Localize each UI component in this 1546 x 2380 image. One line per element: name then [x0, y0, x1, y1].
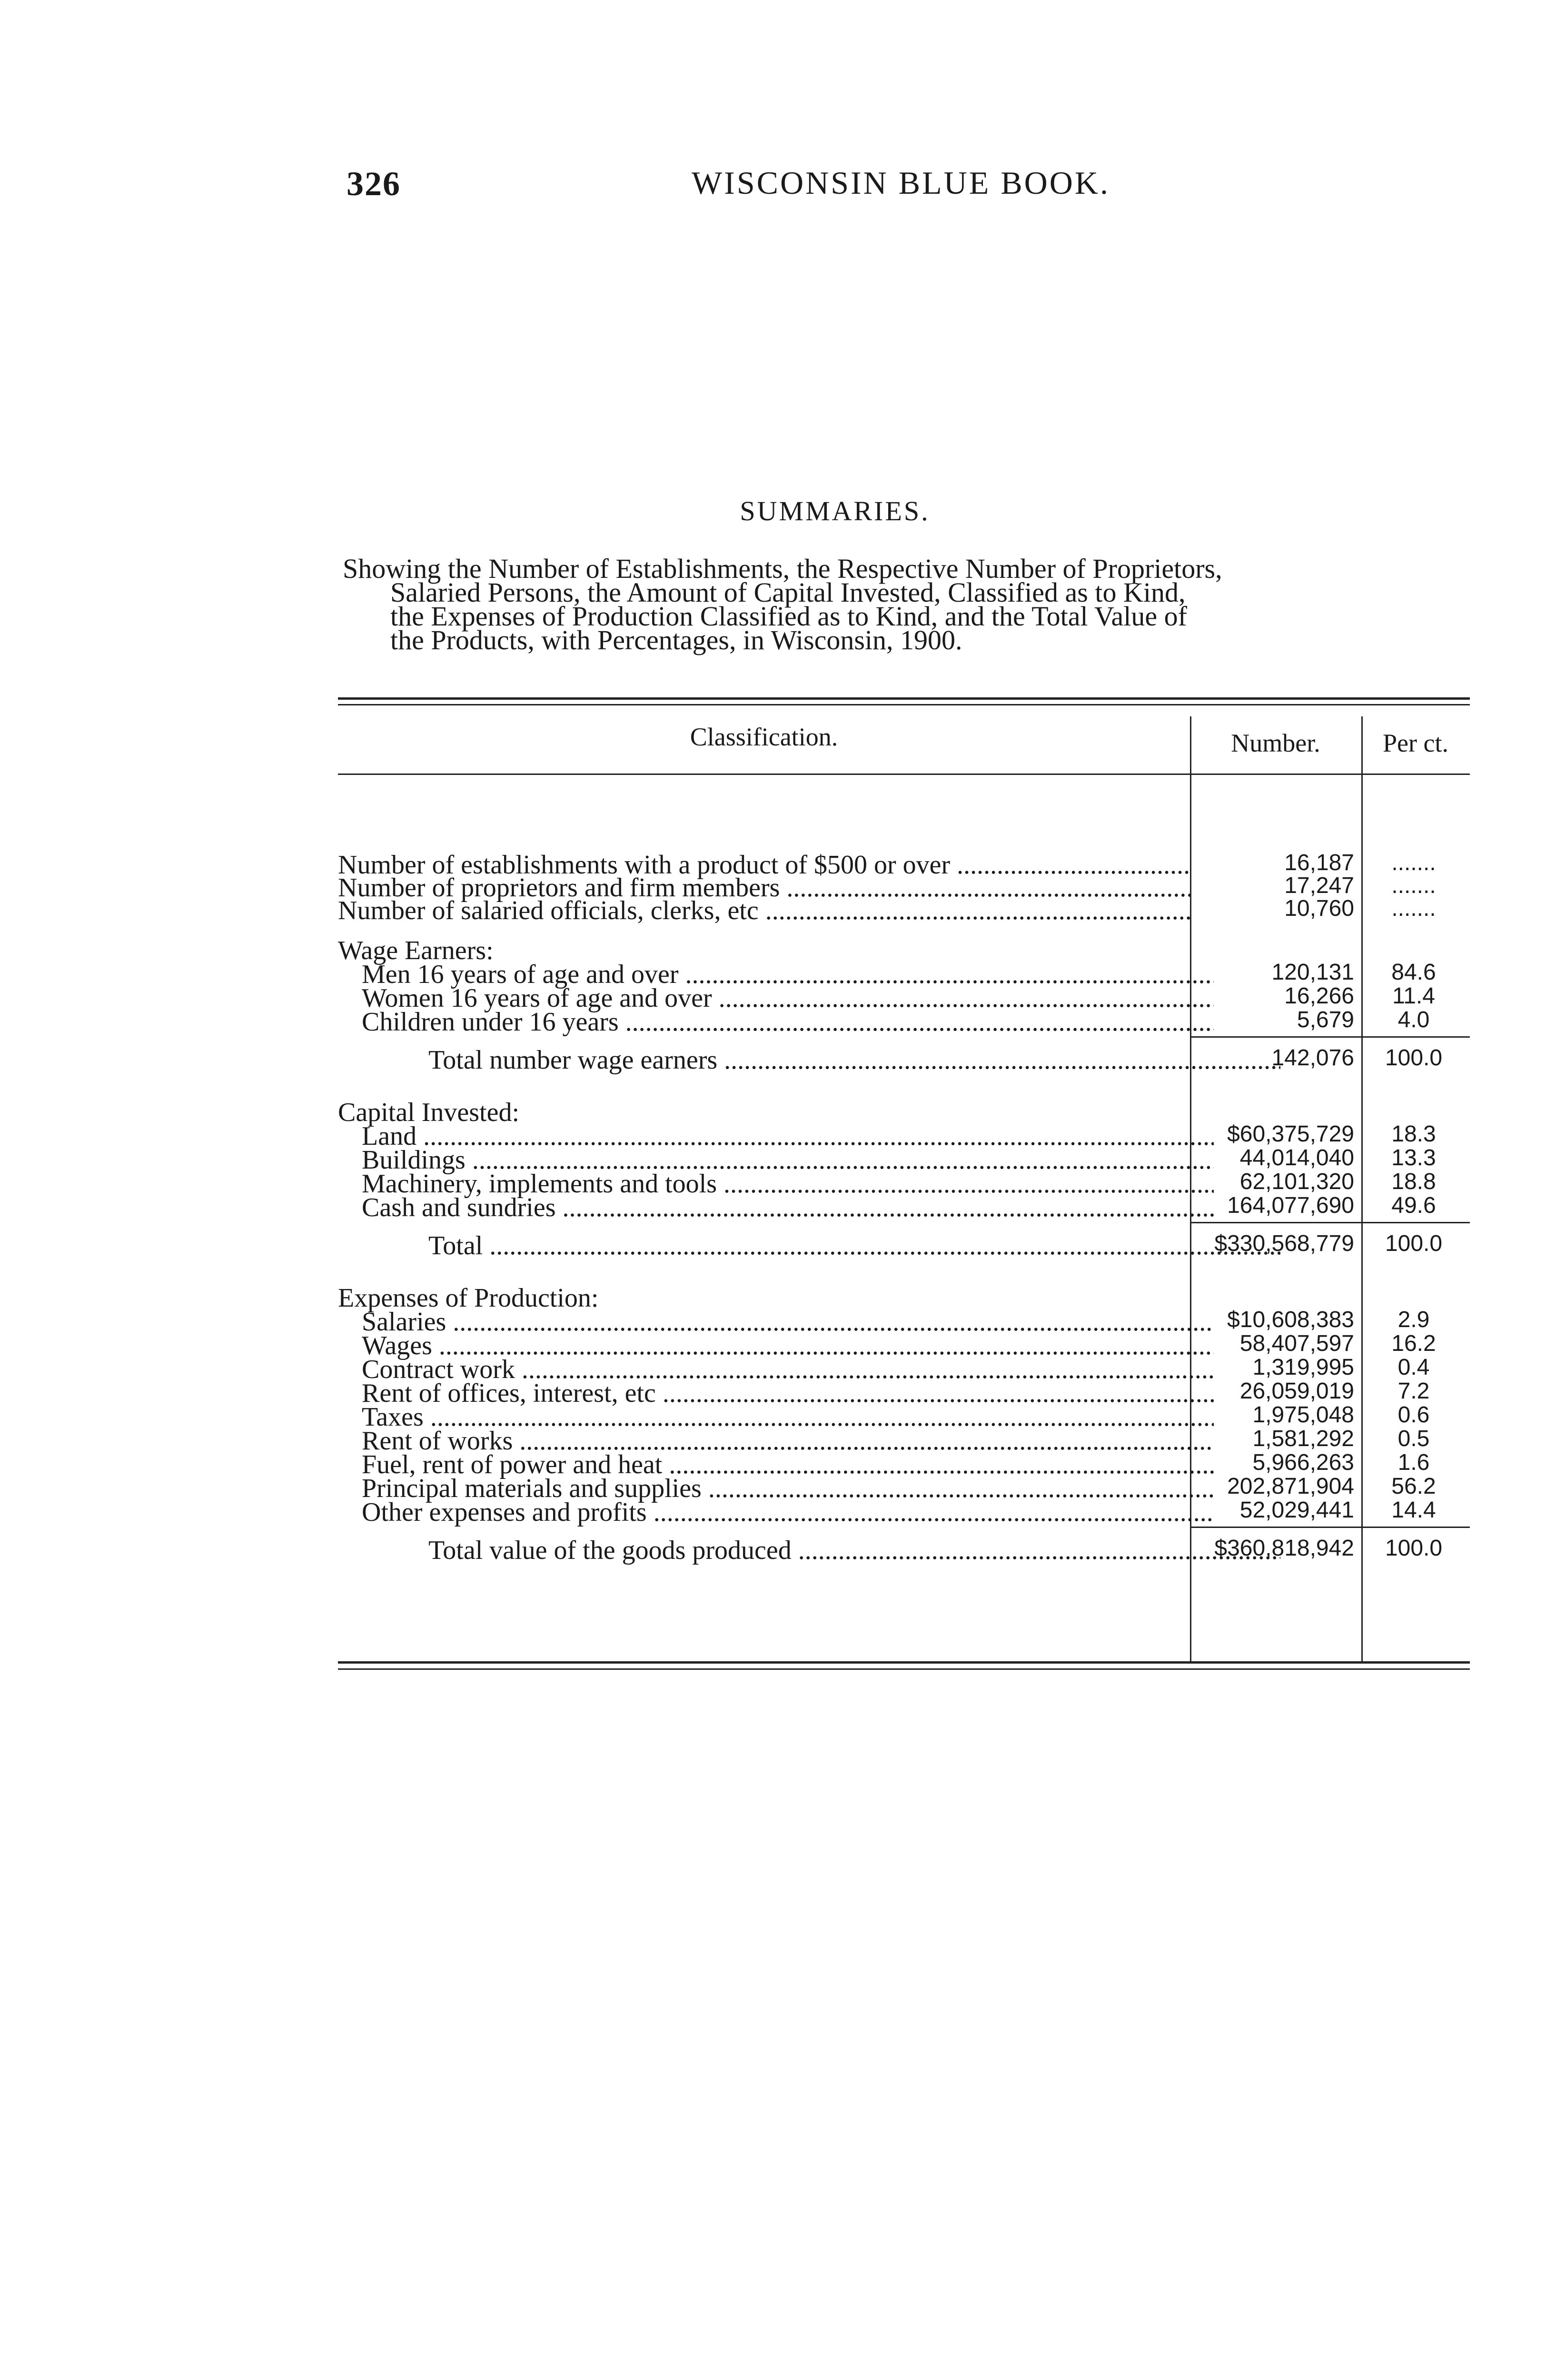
- row-label: Total .....: [338, 1230, 1280, 1261]
- row-label: Other expenses and profits .....: [338, 1497, 1214, 1527]
- row-label: Number of proprietors and firm members .....: [338, 873, 1190, 903]
- total-rule: [1190, 1036, 1470, 1038]
- row-label: Wage Earners:: [338, 936, 494, 965]
- row-number: 1,975,048: [1252, 1402, 1354, 1428]
- table-row: [338, 1330, 1470, 1360]
- table-row: [338, 959, 1470, 989]
- table-row: [338, 1121, 1470, 1151]
- row-label: Rent of offices, interest, etc .....: [338, 1378, 1214, 1408]
- row-number: $330,568,779: [1214, 1231, 1354, 1256]
- summary-table: [338, 697, 1470, 1673]
- table-bottom-rule: [338, 1661, 1470, 1664]
- row-label: Number of establishments with a product of $500 or over .....: [338, 850, 1190, 880]
- row-number: 17,247: [1284, 873, 1354, 898]
- table-row: [338, 983, 1470, 1013]
- row-label: Taxes .....: [338, 1402, 1214, 1432]
- row-percent: 49.6: [1391, 1193, 1436, 1218]
- row-number: 44,014,040: [1239, 1145, 1354, 1170]
- table-caption: [343, 553, 1471, 655]
- row-label: Children under 16 years .....: [338, 1007, 1214, 1037]
- row-percent: 0.4: [1397, 1355, 1430, 1380]
- row-percent: 1.6: [1397, 1450, 1430, 1475]
- table-row: [338, 1169, 1470, 1199]
- table-top-rule-inner: [338, 704, 1470, 705]
- total-rule: [1190, 1222, 1470, 1223]
- table-row: [338, 1497, 1470, 1527]
- row-percent: .......: [1391, 850, 1436, 875]
- row-label: Buildings .....: [338, 1145, 1214, 1175]
- table-row: [338, 1473, 1470, 1503]
- running-title: WISCONSIN BLUE BOOK.: [692, 165, 1110, 201]
- row-label: Total number wage earners .....: [338, 1045, 1280, 1075]
- row-percent: 4.0: [1397, 1007, 1430, 1032]
- caption-line: Showing the Number of Establishments, the Respective Number of Proprietors,: [343, 553, 1222, 584]
- table-row: [338, 1354, 1470, 1384]
- table-row: [338, 1402, 1470, 1432]
- caption-line: the Expenses of Production Classified as to Kind, and the Total Value of: [390, 601, 1187, 632]
- row-percent: 2.9: [1397, 1307, 1430, 1332]
- table-section-heading: [338, 935, 1470, 965]
- total-rule: [1190, 1527, 1470, 1528]
- table-row: [338, 873, 1470, 902]
- table-row: [338, 1145, 1470, 1175]
- row-label: Principal materials and supplies .....: [338, 1473, 1214, 1504]
- row-label: Number of salaried officials, clerks, etc .....: [338, 895, 1190, 926]
- row-percent: 14.4: [1391, 1497, 1436, 1523]
- table-section-heading: [338, 1283, 1470, 1313]
- table-total-row: [338, 1535, 1470, 1565]
- table-row: [338, 895, 1470, 925]
- row-label: Women 16 years of age and over .....: [338, 983, 1214, 1013]
- row-label: Men 16 years of age and over .....: [338, 959, 1214, 990]
- row-number: 58,407,597: [1239, 1331, 1354, 1356]
- column-header-number: Number.: [1231, 729, 1320, 757]
- row-percent: .......: [1391, 896, 1436, 921]
- row-percent: 0.5: [1397, 1426, 1430, 1451]
- row-percent: 16.2: [1391, 1331, 1436, 1356]
- row-percent: 18.3: [1391, 1121, 1436, 1147]
- row-number: 1,581,292: [1252, 1426, 1354, 1451]
- row-label: Cash and sundries .....: [338, 1192, 1214, 1223]
- row-percent: 11.4: [1392, 983, 1435, 1009]
- row-label: Land .....: [338, 1121, 1214, 1151]
- table-bottom-rule-inner: [338, 1668, 1470, 1670]
- row-label: Fuel, rent of power and heat .....: [338, 1449, 1214, 1480]
- column-header-classification: Classification.: [690, 723, 838, 751]
- row-label: Contract work .....: [338, 1354, 1214, 1385]
- row-number: 164,077,690: [1227, 1193, 1354, 1218]
- row-number: 16,266: [1284, 983, 1354, 1009]
- table-row: [338, 1378, 1470, 1408]
- row-percent: 7.2: [1397, 1378, 1430, 1404]
- row-number: 5,679: [1297, 1007, 1354, 1032]
- table-total-row: [338, 1045, 1470, 1075]
- page-header: [347, 164, 1479, 217]
- row-label: Machinery, implements and tools .....: [338, 1169, 1214, 1199]
- row-percent: 100.0: [1385, 1045, 1443, 1071]
- header-rule: [338, 774, 1470, 775]
- table-row: [338, 1007, 1470, 1037]
- row-number: 5,966,263: [1252, 1450, 1354, 1475]
- table-top-rule: [338, 697, 1470, 700]
- row-number: 52,029,441: [1239, 1497, 1354, 1523]
- row-number: $10,608,383: [1227, 1307, 1354, 1332]
- caption-line: Salaried Persons, the Amount of Capital Invested, Classified as to Kind,: [390, 577, 1186, 608]
- row-percent: 56.2: [1391, 1474, 1436, 1499]
- row-label: Wages .....: [338, 1330, 1214, 1361]
- table-row: [338, 1307, 1470, 1337]
- table-row: [338, 850, 1470, 880]
- row-label: Capital Invested:: [338, 1098, 520, 1127]
- row-number: 1,319,995: [1252, 1355, 1354, 1380]
- section-title: SUMMARIES.: [740, 496, 930, 526]
- row-label: Salaries .....: [338, 1307, 1214, 1337]
- table-row: [338, 1449, 1470, 1479]
- row-percent: 18.8: [1391, 1169, 1436, 1194]
- table-row: [338, 1192, 1470, 1222]
- row-number: $360,818,942: [1214, 1536, 1354, 1561]
- row-number: 120,131: [1271, 960, 1354, 985]
- row-number: 10,760: [1284, 896, 1354, 921]
- row-number: 202,871,904: [1227, 1474, 1354, 1499]
- row-label: Expenses of Production:: [338, 1283, 599, 1313]
- row-number: 26,059,019: [1239, 1378, 1354, 1404]
- table-total-row: [338, 1230, 1470, 1260]
- row-label: Total value of the goods produced .....: [338, 1535, 1280, 1566]
- row-number: 142,076: [1271, 1045, 1354, 1071]
- row-number: 62,101,320: [1239, 1169, 1354, 1194]
- caption-line: the Products, with Percentages, in Wisconsin, 1900.: [390, 625, 962, 655]
- row-number: 16,187: [1284, 850, 1354, 875]
- table-section-heading: [338, 1097, 1470, 1127]
- row-label: Rent of works .....: [338, 1426, 1214, 1456]
- row-percent: 100.0: [1385, 1536, 1443, 1561]
- page-number: 326: [347, 165, 401, 203]
- row-percent: .......: [1391, 873, 1436, 898]
- row-percent: 100.0: [1385, 1231, 1443, 1256]
- row-number: $60,375,729: [1227, 1121, 1354, 1147]
- row-percent: 84.6: [1391, 960, 1436, 985]
- row-percent: 13.3: [1391, 1145, 1436, 1170]
- column-header-per-cent: Per ct.: [1383, 729, 1448, 757]
- table-row: [338, 1426, 1470, 1456]
- row-percent: 0.6: [1397, 1402, 1430, 1428]
